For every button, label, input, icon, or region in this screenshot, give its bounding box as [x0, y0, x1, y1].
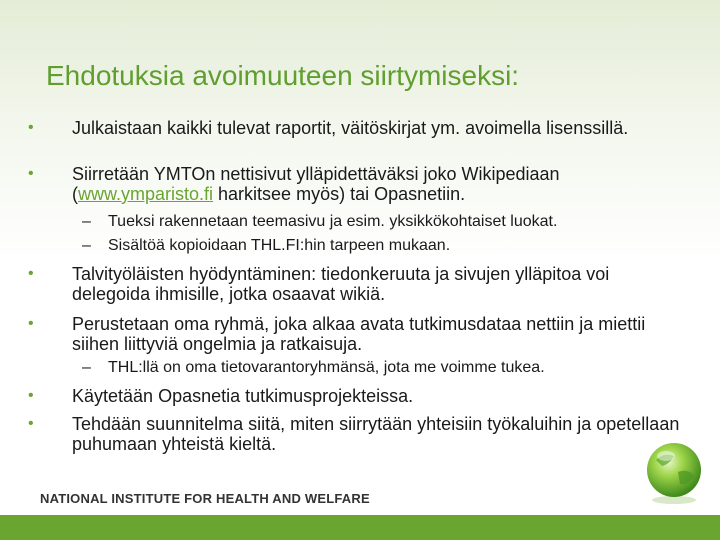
bullet-item — [28, 414, 682, 454]
bullet-item — [28, 386, 682, 406]
sub-bullet-text: THL:llä on oma tietovarantoryhmänsä, jota me voimme tukea. — [108, 359, 545, 376]
bullet-item — [28, 314, 682, 354]
sub-bullet-text: Sisältöä kopioidaan THL.FI:hin tarpeen mukaan. — [108, 237, 451, 254]
ymparisto-link[interactable]: www.ymparisto.fi — [78, 184, 214, 204]
bullet-item — [28, 164, 682, 204]
bullet-text: Siirretään YMTOn nettisivut ylläpidettäväksi joko Wikipediaan ( — [72, 164, 560, 204]
sub-bullet-text: Tueksi rakennetaan teemasivu ja esim. yksikkökohtaiset luokat. — [108, 213, 558, 230]
sub-bullet-marker: – — [82, 237, 91, 254]
bullet-marker: • — [28, 415, 34, 432]
organization-name: NATIONAL INSTITUTE FOR HEALTH AND WELFARE — [40, 491, 370, 506]
bullet-marker: • — [28, 315, 34, 332]
bullet-marker: • — [28, 387, 34, 404]
bullet-text-tail: harkitsee myös) tai Opasnetiin. — [213, 184, 466, 204]
sub-bullet-item — [82, 236, 708, 256]
bullet-marker: • — [28, 165, 34, 182]
footer-bar — [0, 515, 720, 540]
sub-bullet-item — [82, 358, 708, 378]
slide-title: Ehdotuksia avoimuuteen siirtymiseksi: — [46, 60, 520, 91]
bullet-text: Julkaistaan kaikki tulevat raportit, väitöskirjat ym. avoimella lisenssillä. — [72, 118, 629, 138]
bullet-text: Talvityöläisten hyödyntäminen: tiedonkeruuta ja sivujen ylläpitoa voi delegoida ihmisille, jotka osaavat wikiä. — [72, 264, 610, 304]
bullet-text: Perustetaan oma ryhmä, joka alkaa avata tutkimusdataa nettiin ja miettii siihen liittyviä ongelmia ja ratkaisuja. — [72, 314, 646, 354]
bullet-item — [28, 118, 682, 138]
bullet-text: Tehdään suunnitelma siitä, miten siirrytään yhteisiin työkaluihin ja opetellaan puhumaan yhteistä kieltä. — [72, 414, 680, 454]
bullet-marker: • — [28, 119, 34, 136]
sub-bullet-marker: – — [82, 359, 91, 376]
bullet-marker: • — [28, 265, 34, 282]
sub-bullet-item — [82, 212, 708, 232]
green-globe-icon — [640, 438, 708, 506]
bullet-text: Käytetään Opasnetia tutkimusprojekteissa. — [72, 386, 414, 406]
bullet-item — [28, 264, 682, 304]
sub-bullet-marker: – — [82, 213, 91, 230]
